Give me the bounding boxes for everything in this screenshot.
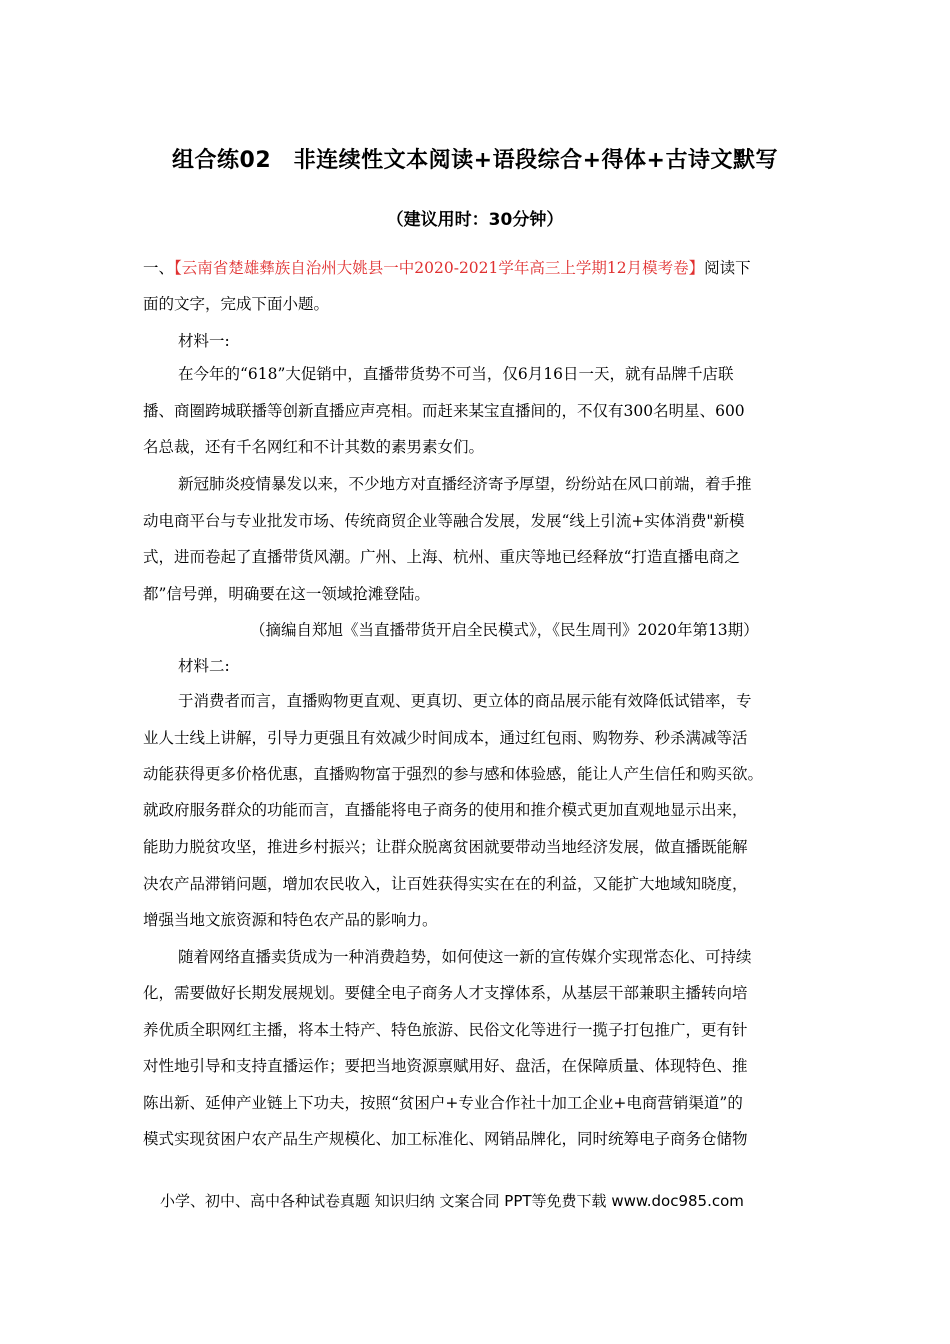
- paragraph-line: 于消费者而言，直播购物更直观、更真切、更立体的商品展示能有效降低试错率，专: [178, 692, 752, 710]
- paragraph-line: 播、商圈跨城联播等创新直播应声亮相。而赶来某宝直播间的，不仅有300名明星、600: [143, 402, 745, 420]
- suggested-time: （建议用时：30分钟）: [386, 210, 564, 230]
- material1-label: 材料一:: [178, 332, 230, 350]
- material2-label: 材料二:: [178, 657, 230, 675]
- paragraph-line: 陈出新、延伸产业链上下功夫，按照“贫困户+专业合作社十加工企业+电商营销渠道”的: [143, 1094, 743, 1112]
- material1-citation: （摘编自郑旭《当直播带货开启全民模式》，《民生周刊》2020年第13期）: [250, 621, 759, 639]
- paragraph-line: 业人士线上讲解，引导力更强且有效减少时间成本，通过红包雨、购物券、秒杀满减等活: [143, 729, 748, 747]
- paragraph-line: 式，进而卷起了直播带货风潮。广州、上海、杭州、重庆等地已经释放“打造直播电商之: [143, 548, 740, 566]
- paragraph-line: 都”信号弹，明确要在这一领域抢滩登陆。: [143, 585, 430, 603]
- paragraph-line: 养优质全职网红主播，将本土特产、特色旅游、民俗文化等进行一揽子打包推广，更有针: [143, 1021, 748, 1039]
- question-header: [143, 257, 751, 279]
- paragraph-line: 在今年的“618”大促销中，直播带货势不可当，仅6月16日一天，就有品牌千店联: [178, 365, 734, 383]
- question-number: 一、: [143, 259, 175, 277]
- paragraph-line: 随着网络直播卖货成为一种消费趋势，如何使这一新的宣传媒介实现常态化、可持续: [178, 948, 752, 966]
- paragraph-line: 增强当地文旅资源和特色农产品的影响力。: [143, 911, 438, 929]
- question-prompt-part1: 阅读下: [704, 259, 751, 277]
- question-source-tag: 【云南省楚雄彝族自治州大姚县一中2020-2021学年高三上学期12月模考卷】: [174, 259, 705, 277]
- page-title: 组合练02 非连续性文本阅读+语段综合+得体+古诗文默写: [172, 148, 778, 173]
- paragraph-line: 新冠肺炎疫情暴发以来，不少地方对直播经济寄予厚望，纷纷站在风口前端，着手推: [178, 475, 752, 493]
- paragraph-line: 模式实现贫困户农产品生产规模化、加工标准化、网销品牌化，同时统筹电子商务仓储物: [143, 1130, 748, 1148]
- paragraph-line: 就政府服务群众的功能而言，直播能将电子商务的使用和推介模式更加直观地显示出来，: [143, 801, 748, 819]
- paragraph-line: 名总裁，还有千名网红和不计其数的素男素女们。: [143, 438, 485, 456]
- question-prompt-part2: 面的文字，完成下面小题。: [143, 295, 330, 313]
- paragraph-line: 动能获得更多价格优惠，直播购物富于强烈的参与感和体验感，能让人产生信任和购买欲。: [143, 765, 764, 783]
- paragraph-line: 动电商平台与专业批发市场、传统商贸企业等融合发展，发展“线上引流+实体消费"新模: [143, 512, 745, 530]
- page-footer: 小学、初中、高中各种试卷真题 知识归纳 文案合同 PPT等免费下载 www.doc985.com: [160, 1192, 744, 1210]
- paragraph-line: 能助力脱贫攻坚，推进乡村振兴；让群众脱离贫困就要带动当地经济发展，做直播既能解: [143, 838, 748, 856]
- paragraph-line: 决农产品滞销问题，增加农民收入，让百姓获得实实在在的利益，又能扩大地域知晓度，: [143, 875, 748, 893]
- paragraph-line: 对性地引导和支持直播运作；要把当地资源禀赋用好、盘活，在保障质量、体现特色、推: [143, 1057, 748, 1075]
- paragraph-line: 化，需要做好长期发展规划。要健全电子商务人才支撑体系，从基层干部兼职主播转向培: [143, 984, 748, 1002]
